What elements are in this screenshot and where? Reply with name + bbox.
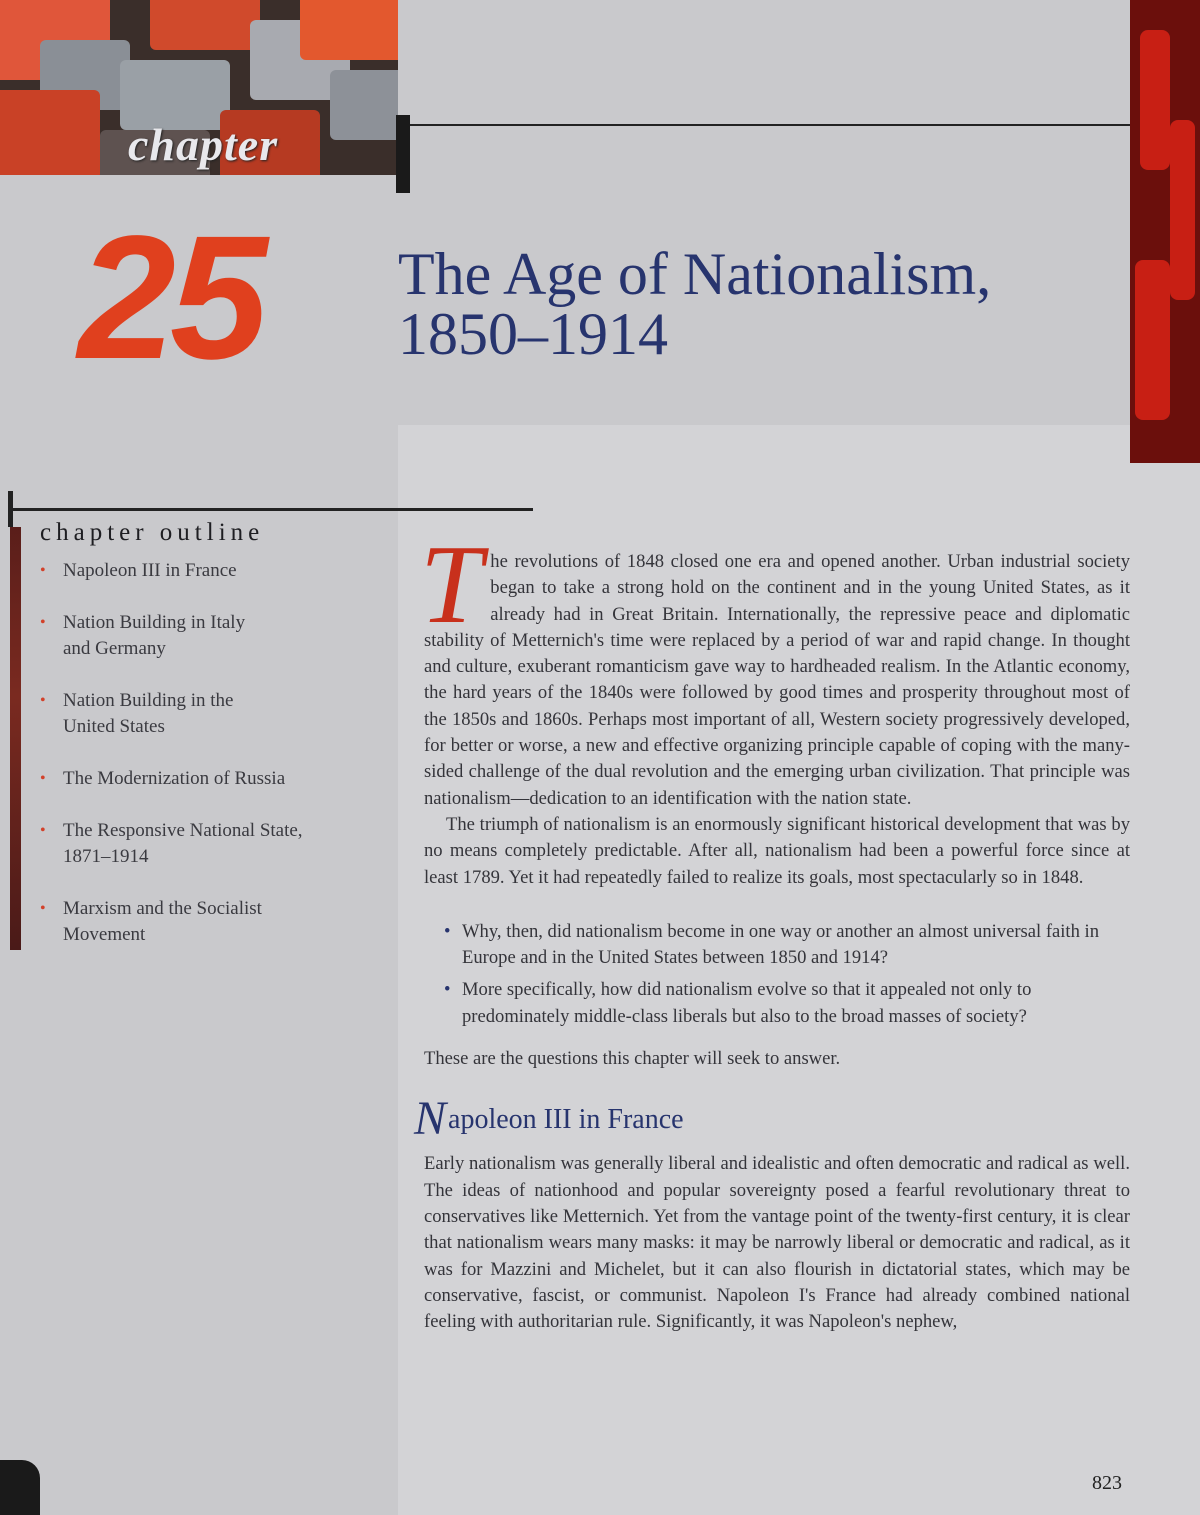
outline-list	[40, 558, 370, 948]
corner-mark	[0, 1460, 40, 1515]
page-number: 823	[1092, 1472, 1122, 1494]
outline-item: • Nation Building in the United States	[40, 690, 234, 737]
bullet-icon: •	[40, 900, 46, 917]
bullet-icon: •	[40, 562, 46, 579]
edge-stained-glass-image	[1130, 0, 1200, 463]
question-item: • Why, then, did nationalism become in one way or another an almost universal faith in Europe and in the United States between 1850 and 1914?	[444, 920, 1100, 969]
intro-paragraph: The revolutions of 1848 closed one era and opened another. Urban industrial society began to take a strong hold on the continent and in the young United States, as it already had in Great Britain. Internationally, the repressive peace and diplomatic stability of Metternich's time were replaced by a period of war and rapid change. In thought and culture, exuberant romanticism gave way to hardheaded realism. In the Atlantic economy, the hard years of the 1840s were followed by good times and prosperity throughout most of the 1850s and 1860s. Perhaps most important of all, Western society progressively developed, for better or worse, a new and effective organizing principle capable of coping with the many-sided challenge of the dual revolution and the emerging urban civilization. That principle was nationalism—dedication to an identification with the nation state.	[420, 523, 1130, 809]
header-rule	[410, 124, 1130, 126]
body-text	[414, 523, 1130, 1335]
chapter-title-line2: 1850–1914	[398, 301, 668, 367]
chapter-number: 25	[78, 200, 262, 396]
question-item: • More specifically, how did nationalism evolve so that it appealed not only to predominately middle-class liberals but also to the broad masses of society?	[444, 979, 1032, 1027]
outline-side-bar	[10, 527, 21, 950]
outline-item: • The Responsive National State, 1871–1914	[40, 820, 303, 867]
chapter-label: chapter	[128, 119, 279, 170]
outline-rule	[8, 508, 533, 511]
chapter-title-line1: The Age of Nationalism,	[398, 241, 992, 307]
question-list	[424, 919, 1130, 1030]
outline-item: • Marxism and the Socialist Movement	[40, 898, 262, 945]
paragraph-3: Early nationalism was generally liberal and idealistic and often democratic and radical as well. The ideas of nationhood and popular sovereignty posed a fearful revolutionary threat to conservatives like Metternich. Yet from the vantage point of the twenty-first century, it is clear that nationalism wears many masks: it may be narrowly liberal or democratic and radical, as it was for Mazzini and Michelet, but it can also flourish in dictatorial states, which may be conservative, fascist, or communist. Napoleon I's France had already combined national feeling with authoritarian rule. Significantly, it was Napoleon's nephew,	[424, 1153, 1130, 1333]
paragraph-2: The triumph of nationalism is an enormously significant historical development that was by no means completely predictable. After all, nationalism had been a powerful force since at least 1789. Yet it had repeatedly failed to realize its goals, most spectacularly so in 1848.	[424, 813, 1130, 888]
drop-cap: T	[420, 523, 483, 647]
bullet-icon: •	[444, 920, 451, 942]
bullet-icon: •	[40, 692, 46, 709]
section-cap: N	[414, 1092, 447, 1146]
bullet-icon: •	[444, 979, 451, 1001]
header-divider-bar	[396, 115, 410, 193]
chapter-title	[398, 241, 1118, 367]
outline-item: • Napoleon III in France	[40, 558, 370, 584]
outline-heading: chapter outline	[40, 519, 265, 546]
bullet-icon: •	[40, 614, 46, 631]
outline-item: • Nation Building in Italy and Germany	[40, 612, 246, 659]
bullet-icon: •	[40, 822, 46, 839]
section-heading: Napoleon III in France	[414, 1092, 684, 1146]
outline-item: • The Modernization of Russia	[40, 766, 370, 792]
bullet-icon: •	[40, 770, 46, 787]
closing-sentence: These are the questions this chapter will seek to answer.	[424, 1048, 841, 1070]
